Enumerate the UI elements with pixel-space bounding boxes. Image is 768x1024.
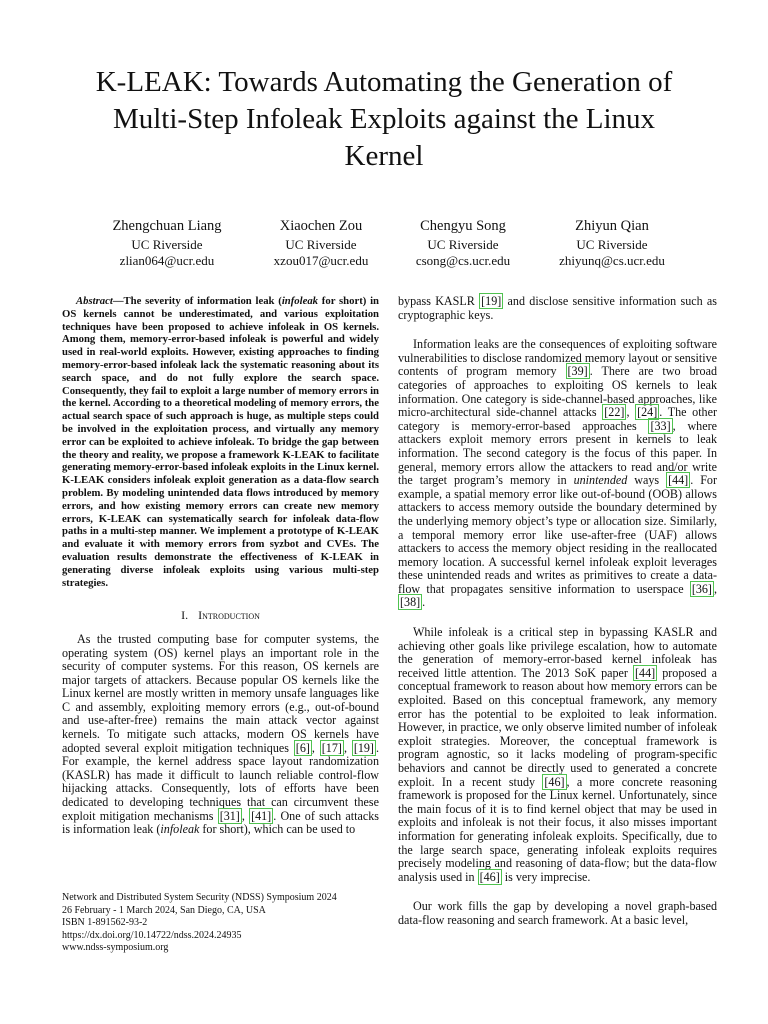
author-block (82, 218, 252, 270)
citation-link[interactable]: [36] (691, 581, 712, 596)
author-block (527, 218, 697, 270)
body-text: , (626, 405, 636, 420)
body-text: , a more concrete reasoning framework is proposed for the Linux kernel. Unfortunately, since the main focus of it is to find kernel object that may be used in exploits and infoleak is not their focus, it also misses important information for generating infoleak exploits. Specifically, due to the large search space, generating infoleak exploits requires precisely modeling and reasoning of data-flow; but the data-flow analysis used in (398, 774, 717, 884)
title-line: Multi-Step Infoleak Exploits against the Linux (112, 103, 656, 135)
footnote-line: ISBN 1-891562-93-2 (62, 917, 148, 928)
abstract (62, 295, 379, 589)
body-text: . The other category is memory-error-based approaches (398, 405, 717, 433)
citation-link[interactable]: [19] (353, 740, 374, 755)
body-text: , where attackers exploit memory errors present in kernels to leak information. The second category is the focus of this paper. In general, memory errors allow the attackers to read and/or write the target program’s memory in (398, 418, 717, 488)
body-text: , (713, 581, 717, 596)
body-text: ways (627, 473, 667, 488)
body-text: Our work fills the gap by developing a novel graph-based data-flow reasoning and search framework. At a basic level, (398, 899, 717, 927)
body-paragraph (398, 900, 717, 927)
citation-link[interactable]: [39] (567, 364, 588, 379)
citation-link[interactable]: [46] (544, 774, 565, 789)
citation-link[interactable]: [33] (650, 418, 671, 433)
author-name: Zhiyun Qian (575, 218, 649, 234)
abstract-lead: Abstract (76, 295, 113, 307)
author-affiliation: UC Riverside (131, 236, 203, 252)
author-affiliation: UC Riverside (285, 236, 357, 252)
citation-link[interactable]: [31] (219, 808, 240, 823)
italic-term: infoleak (160, 822, 200, 837)
body-text: . One of such attacks is information leak ( (62, 808, 379, 837)
body-text: for short), which can be used to (199, 822, 356, 837)
author-name: Zhengchuan Liang (112, 218, 222, 234)
body-text: , (241, 808, 250, 823)
citation-link[interactable]: [24] (637, 405, 658, 420)
citation-link[interactable]: [38] (400, 595, 421, 610)
author-email[interactable]: xzou017@ucr.edu (273, 253, 369, 268)
right-column (398, 295, 717, 944)
body-text: . There are two broad categories of approaches to exploiting OS kernels to leak information. One category is side-channel-based approaches, like micro-architectural side-channel attacks (398, 364, 717, 420)
body-text: is very imprecise. (501, 869, 591, 884)
body-text: Information leaks are the consequences of exploiting software vulnerabilities to disclose randomized memory layout or sensitive contents of program memory (398, 337, 717, 379)
body-text: As the trusted computing base for computer systems, the operating system (OS) kernel plays an important role in the security of computer systems. For this reason, OS kernels are major targets of attackers. Because popular OS kernels like the Linux kernel are mostly written in memory unsafe languages like C and assembly, exploiting memory errors (e.g., out-of-bound and use-after-free) remains the main attack vector against kernels. To mitigate such attacks, modern OS kernels have adopted several exploit mitigation techniques (62, 631, 379, 755)
section-heading (62, 609, 379, 623)
footnote-doi-link[interactable]: https://dx.doi.org/10.14722/ndss.2024.24935 (62, 929, 242, 941)
body-text: While infoleak is a critical step in bypassing KASLR and achieving other goals like privilege escalation, how to automate the generation of memory-error-based kernel infoleak has received little attention. The 2013 SoK paper (398, 625, 717, 680)
body-text: , (343, 740, 352, 755)
italic-term: unintended (573, 473, 628, 488)
author-block (378, 218, 548, 270)
citation-link[interactable]: [22] (604, 405, 625, 420)
body-text: and disclose sensitive information such as cryptographic keys. (398, 294, 717, 322)
footnote-website-link[interactable]: www.ndss-symposium.org (62, 942, 169, 953)
body-text: , (311, 740, 320, 755)
citation-link[interactable]: [41] (251, 808, 272, 823)
citation-link[interactable]: [44] (635, 665, 656, 680)
author-affiliation: UC Riverside (427, 236, 499, 252)
footnote (62, 892, 382, 955)
body-text: . (422, 595, 426, 610)
body-text: bypass KASLR (398, 294, 480, 308)
paper-title (40, 64, 728, 175)
author-name: Chengyu Song (420, 218, 506, 234)
section-number: I. (181, 608, 189, 623)
abstract-text: for short) in OS kernels cannot be underestimated, and various exploitation techniques have been proposed to achieve infoleak in OS kernels. Among them, memory-error-based infoleak is powerful and widely used in real-world exploits. However, existing approaches to finding memory-error-based infoleak lack the systematic reasoning about its search space, and do not fully explore the search space. Consequently, they fail to exploit a large number of memory errors in the kernel. According to a theoretical modeling of memory errors, the actual search space of such approach is huge, as multiple steps could be involved in the exploitation process, and virtually any memory error can be exploited to achieve infoleak. To bridge the gap between the theory and reality, we propose a framework K-LEAK to facilitate generating memory-error-based infoleak exploits in the Linux kernel. K-LEAK considers infoleak exploit generation as a data-flow search problem. By modeling unintended data flows introduced by memory errors, and how existing memory errors can create new memory errors, K-LEAK can systematically search for infoleak data-flow paths in a multi-step manner. We implement a prototype of K-LEAK and evaluate it with memory errors from syzbot and CVEs. The evaluation results demonstrate the effectiveness of K-LEAK in generating diverse infoleak exploits using various multi-step strategies. (62, 295, 379, 589)
title-line: Kernel (344, 140, 424, 172)
left-column (62, 295, 379, 853)
footnote-line: 26 February - 1 March 2024, San Diego, CA, USA (62, 904, 266, 916)
body-paragraph (398, 626, 717, 884)
section-title: Introduction (198, 608, 260, 623)
author-email[interactable]: zhiyunq@cs.ucr.edu (559, 253, 665, 268)
citation-link[interactable]: [44] (668, 473, 689, 488)
body-paragraph (398, 295, 717, 322)
body-text: . For example, the kernel address space layout randomization (KASLR) has made it difficult to launch reliable control-flow hijacking attacks. Consequently, lots of efforts have been dedicated to developing techniques that can circumvent these exploit mitigation mechanisms (62, 740, 379, 823)
footnote-line: Network and Distributed System Security (NDSS) Symposium 2024 (62, 892, 337, 903)
citation-link[interactable]: [6] (295, 740, 310, 755)
abstract-text: —The severity of information leak ( (112, 295, 282, 307)
abstract-term: infoleak (281, 295, 319, 307)
citation-link[interactable]: [46] (479, 869, 500, 884)
author-email[interactable]: zlian064@ucr.edu (119, 253, 215, 268)
body-paragraph (398, 338, 717, 610)
citation-link[interactable]: [19] (481, 294, 502, 308)
intro-paragraph (62, 633, 379, 837)
title-line: K-LEAK: Towards Automating the Generation of (95, 66, 673, 98)
author-name: Xiaochen Zou (279, 218, 363, 234)
author-email[interactable]: csong@cs.ucr.edu (415, 253, 511, 268)
body-text: . For example, a spatial memory error like out-of-bound (OOB) allows attackers to access memory outside the boundary determined by the underlying memory object’s type or allocation size. Similarly, a temporal memory error like use-after-free (UAF) allows attackers to access the memory object residing in the reallocated memory location. A successful kernel infoleak exploit leverages these unintended reads and writes as primitives to create a data-flow that propagates sensitive information to userspace (398, 473, 717, 596)
body-text: proposed a conceptual framework to reason about how memory errors can be exploited. Based on this conceptual framework, any memory error has the potential to be exploited to leak information. However, in practice, we only observe limited number of infoleak exploit strategies. Moreover, the conceptual framework is program agnostic, so it lacks modeling of program-specific behaviors and cannot be directly used to generated a concrete exploit. In a recent study (398, 665, 717, 789)
author-affiliation: UC Riverside (576, 236, 648, 252)
citation-link[interactable]: [17] (321, 740, 342, 755)
